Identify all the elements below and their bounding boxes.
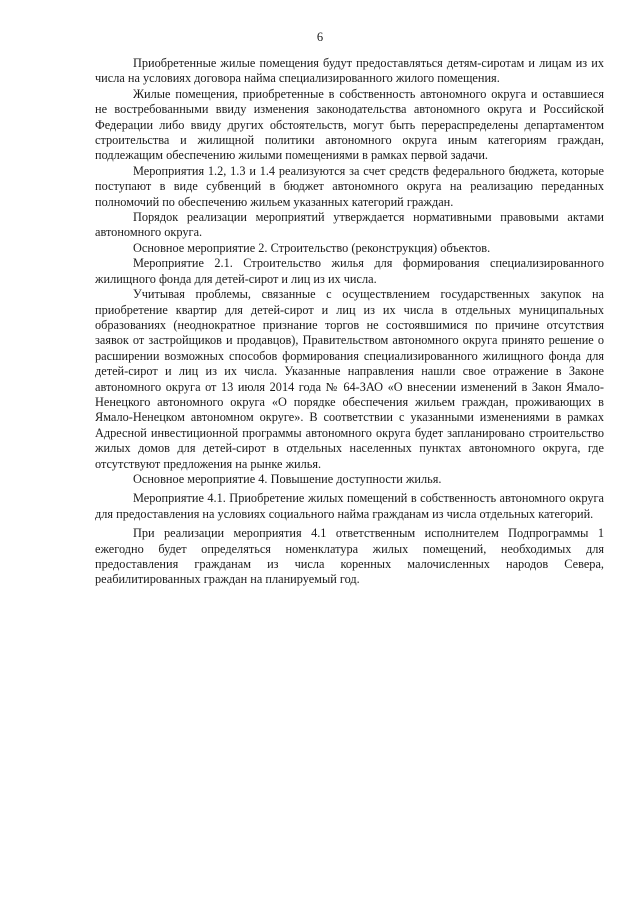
paragraph-activity-4-1-implementation: При реализации мероприятия 4.1 ответственным исполнителем Подпрограммы 1 ежегодно будет определяться номенклатура жилых помещений, необходимых для предоставления гражданам из числа коренных малочисленных народов Севера, реабилитированных граждан на планируемый год. <box>95 526 604 587</box>
paragraph-federal-funding: Мероприятия 1.2, 1.3 и 1.4 реализуются за счет средств федерального бюджета, которые поступают в виде субвенций в бюджет автономного округа на реализацию переданных полномочий по обеспечению жильем указанных категорий граждан. <box>95 163 604 209</box>
paragraph-housing-provision: Приобретенные жилые помещения будут предоставляться детям-сиротам и лицам из их числа на условиях договора найма специализированного жилого помещения. <box>95 56 604 86</box>
paragraph-implementation-order: Порядок реализации мероприятий утверждается нормативными правовыми актами автономного округа. <box>95 210 604 240</box>
page-number: 6 <box>316 30 324 44</box>
document-body <box>95 56 604 588</box>
paragraph-activity-2-1: Мероприятие 2.1. Строительство жилья для формирования специализированного жилищного фонда для детей-сирот и лиц из их числа. <box>95 256 604 286</box>
paragraph-activity-4-1: Мероприятие 4.1. Приобретение жилых помещений в собственность автономного округа для предоставления на условиях социального найма гражданам из числа отдельных категорий. <box>95 491 604 521</box>
paragraph-main-activity-2: Основное мероприятие 2. Строительство (реконструкция) объектов. <box>133 240 491 255</box>
paragraph-procurement-problems: Учитывая проблемы, связанные с осуществлением государственных закупок на приобретение квартир для детей-сирот и лиц из их числа в отдельных муниципальных образованиях (неоднократное признание торгов не состоявшимися по причине отсутствия заявок от застройщиков и продавцов), Правительством автономного округа принято решение о расширении возможных способов формирования специализированного жилищного фонда для детей-сирот и лиц из их числа. Указанные направления нашли свое отражение в Законе автономного округа от 13 июля 2014 года № 64-ЗАО «О внесении изменений в Закон Ямало-Ненецкого автономного округа «О порядке обеспечения жильем граждан, проживающих в Ямало-Ненецком автономном округе». В соответствии с указанными изменениями в рамках Адресной инвестиционной программы автономного округа будет запланировано строительство жилых домов для детей-сирот в отдельных населенных пунктах автономного округа, где отсутствуют предложения на рынке жилья. <box>95 287 604 471</box>
paragraph-redistribution: Жилые помещения, приобретенные в собственность автономного округа и оставшиеся не востребованными ввиду изменения законодательства автономного округа и Российской Федерации либо ввиду других обстоятельств, могут быть перераспределены департаментом строительства и жилищной политики автономного округа иным категориям граждан, подлежащим обеспечению жилыми помещениями в рамках первой задачи. <box>95 86 604 163</box>
paragraph-main-activity-4: Основное мероприятие 4. Повышение доступности жилья. <box>133 471 442 486</box>
